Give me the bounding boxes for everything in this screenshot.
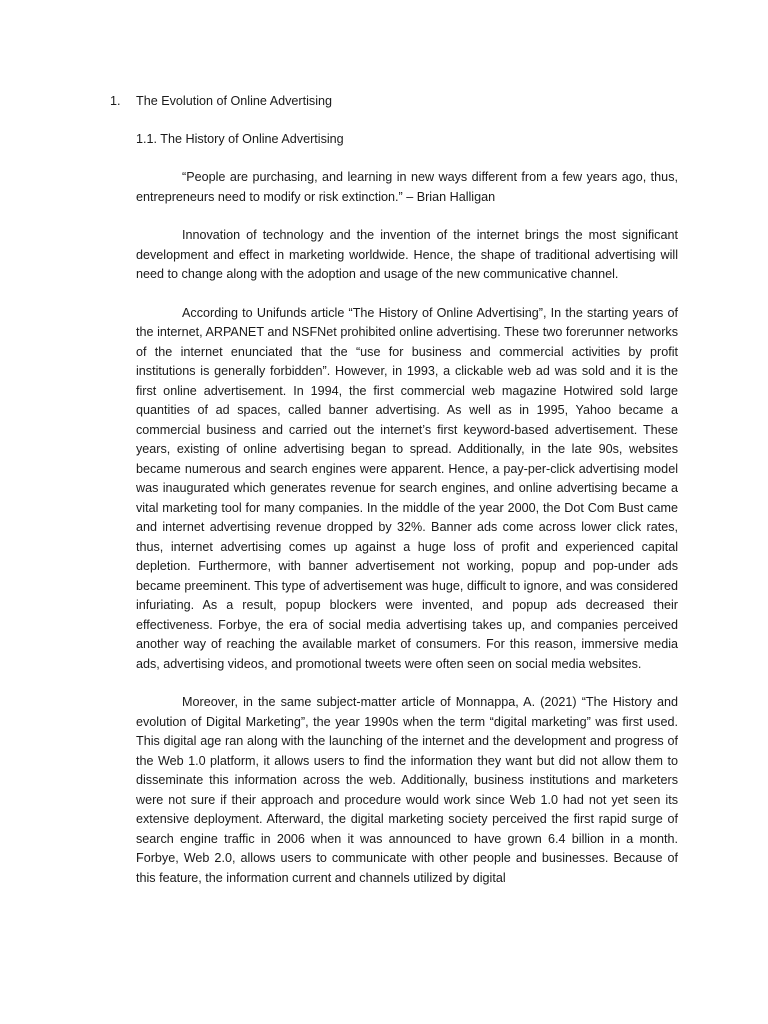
paragraph-quote: “People are purchasing, and learning in new ways different from a few years ago, thus, entrepreneurs need to modify or risk extinction.” – Brian Halligan: [136, 170, 678, 204]
paragraph-digital-marketing: Moreover, in the same subject-matter article of Monnappa, A. (2021) “The History and evolution of Digital Marketing”, the year 1990s when the term “digital marketing” was first used. This digital age ran along with the launching of the internet and the development and progress of the Web 1.0 platform, it allows users to find the information they want but did not allow them to disseminate this information across the web. Additionally, business institutions and marketers were not sure if their approach and procedure would work since Web 1.0 had not yet seen its extensive deployment. Afterward, the digital marketing society perceived the first rapid surge of search engine traffic in 2006 when it was announced to have grown 6.4 billion in a month. Forbye, Web 2.0, allows users to communicate with other people and businesses. Because of this feature, the information current and channels utilized by digital: [136, 695, 678, 885]
section-title: The Evolution of Online Advertising: [136, 94, 333, 108]
section-number: 1.: [110, 94, 121, 108]
section-heading: [110, 92, 678, 112]
document-body: [110, 92, 678, 907]
paragraph-history: According to Unifunds article “The History of Online Advertising”, In the starting years of the internet, ARPANET and NSFNet prohibited online advertising. These two forerunner networks of the internet enunciated that the “use for business and commercial activities by profit institutions is generally forbidden”. However, in 1993, a clickable web ad was sold and it is the first online advertisement. In 1994, the first commercial web magazine Hotwired sold large quantities of ad spaces, called banner advertising. As well as in 1995, Yahoo became a commercial business and carried out the internet’s first keyword-based advertisement. These years, existing of online advertising began to spread. Additionally, in the late 90s, websites became numerous and search engines were apparent. Hence, a pay-per-click advertising model was inaugurated which generates revenue for search engines, and online advertising became a vital marketing tool for many companies. In the middle of the year 2000, the Dot Com Bust came and internet advertising revenue dropped by 32%. Banner ads come across lower click rates, thus, internet advertising comes up against a huge loss of profit and experienced capital depletion. Furthermore, with banner advertisement not working, popup and pop-under ads became preeminent. This type of advertisement was huge, difficult to ignore, and was considered infuriating. As a result, popup blockers were invented, and popup ads decreased their effectiveness. Forbye, the era of social media advertising takes up, and companies perceived another way of reaching the available market of consumers. For this reason, immersive media ads, advertising videos, and promotional tweets were often seen on social media websites.: [136, 305, 678, 671]
subsection-heading: 1.1. The History of Online Advertising: [136, 131, 344, 146]
paragraph-intro: Innovation of technology and the invention of the internet brings the most significant development and effect in marketing worldwide. Hence, the shape of traditional advertising will need to change along with the adoption and usage of the new communicative channel.: [136, 228, 678, 281]
